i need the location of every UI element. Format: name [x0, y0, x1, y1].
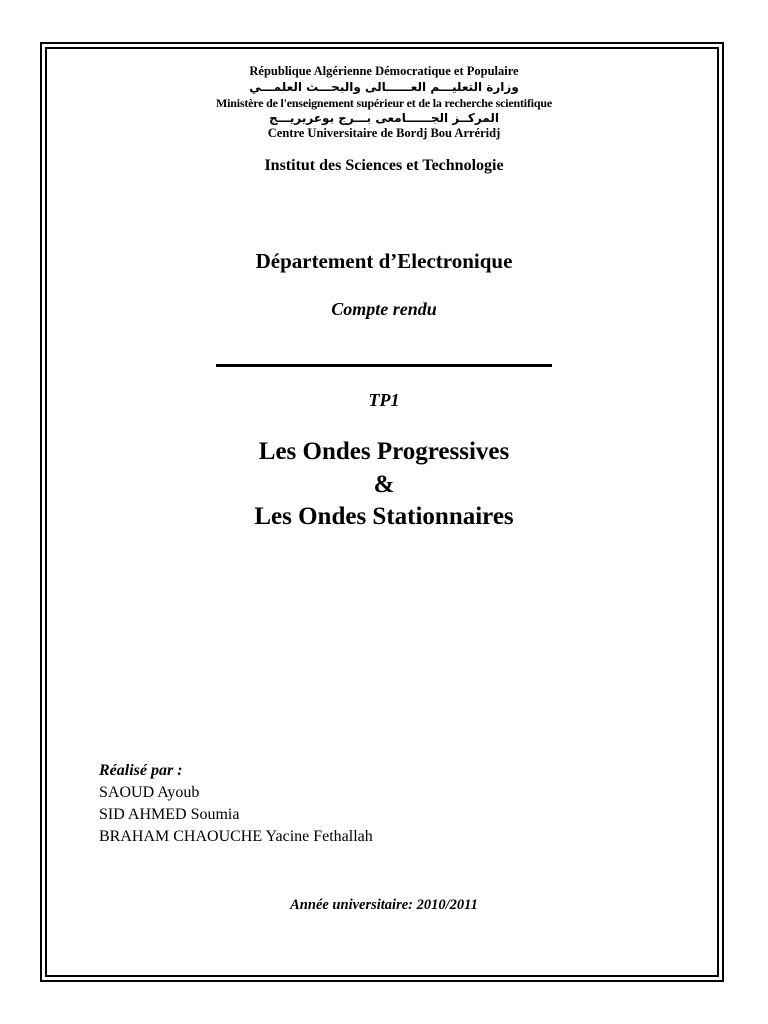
tp-label: TP1	[368, 390, 400, 410]
author-name: BRAHAM CHAOUCHE Yacine Fethallah	[99, 828, 373, 845]
title-divider	[216, 364, 552, 367]
republic-heading: République Algérienne Démocratique et Populaire	[249, 64, 519, 78]
department-name: Département d’Electronique	[255, 249, 513, 273]
center-heading-arabic: المركــز الجــــــامعى بـــرج بوعريريـــج	[268, 111, 500, 125]
center-heading: Centre Universitaire de Bordj Bou Arréridj	[267, 126, 501, 140]
ministry-heading-arabic: وزارة التعليـــم العــــــالى والبحـــث العلمـــي	[249, 80, 519, 94]
academic-year: Année universitaire: 2010/2011	[290, 897, 478, 913]
ministry-heading: Ministère de l'enseignement supérieur et de la recherche scientifique	[216, 96, 552, 110]
author-name: SAOUD Ayoub	[99, 784, 200, 801]
title-line-1: Les Ondes Progressives	[258, 438, 510, 465]
author-name: SID AHMED Soumia	[99, 806, 240, 823]
institute-name: Institut des Sciences et Technologie	[264, 157, 504, 174]
report-type: Compte rendu	[331, 299, 437, 319]
authors-label: Réalisé par :	[99, 762, 183, 779]
title-ampersand: &	[373, 471, 395, 498]
title-line-2: Les Ondes Stationnaires	[254, 503, 514, 530]
authors-block	[99, 760, 373, 848]
